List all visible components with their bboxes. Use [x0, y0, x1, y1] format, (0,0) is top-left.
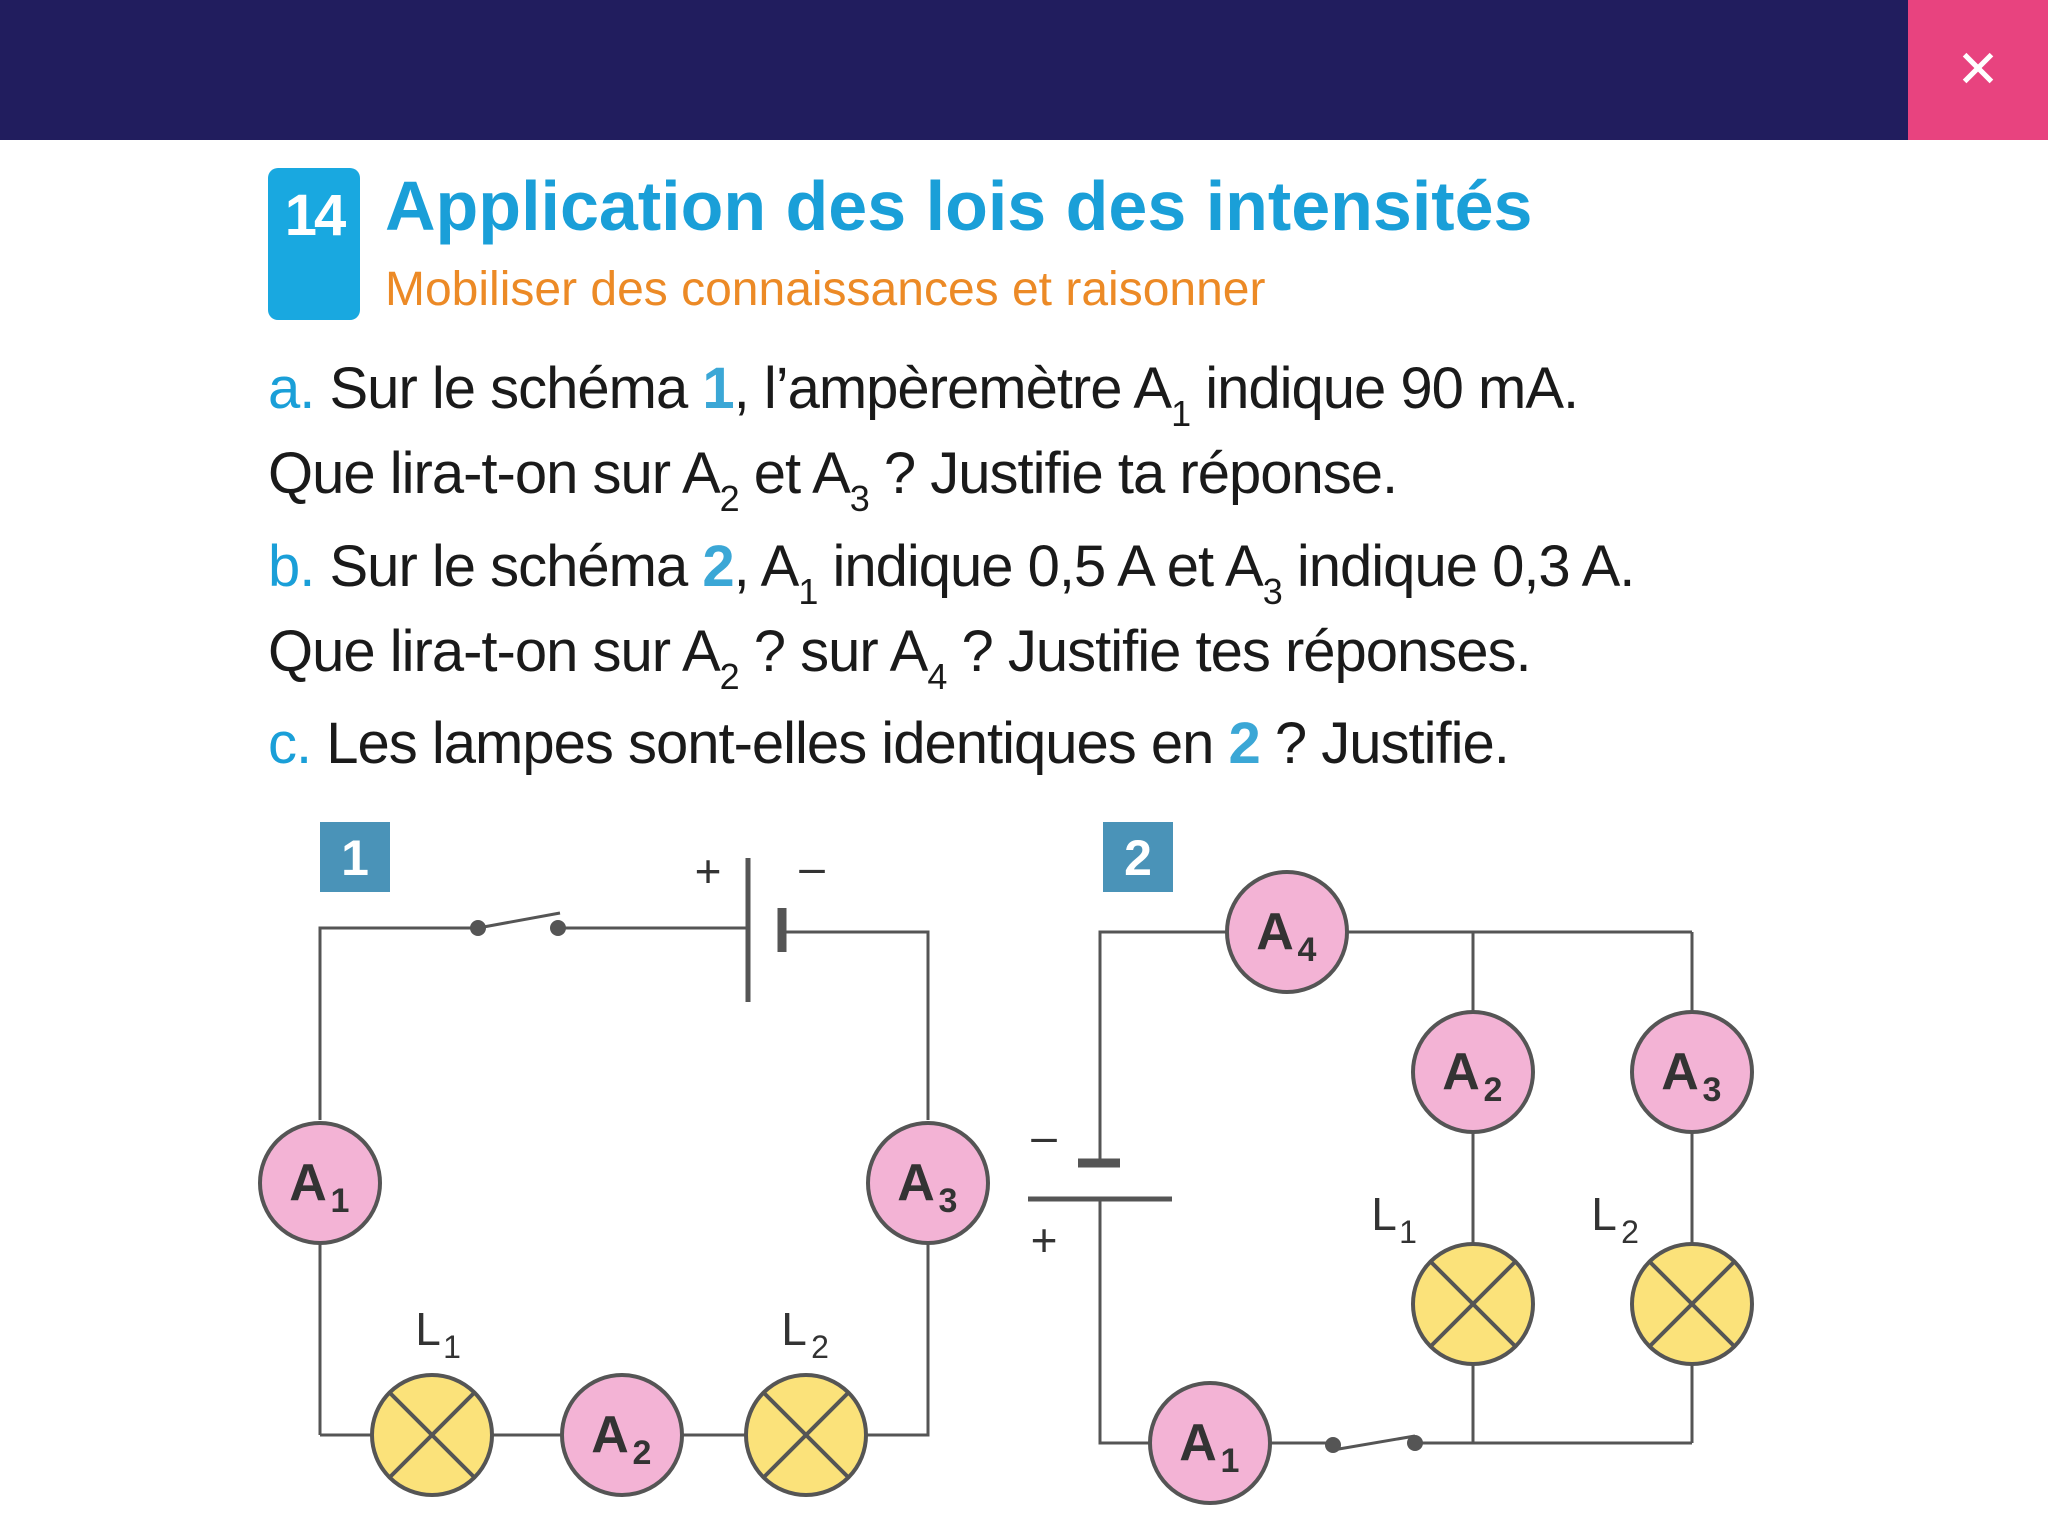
battery-minus-sign: – — [1031, 1110, 1057, 1162]
wire — [782, 932, 928, 1120]
question-text: , l’ampèremètre A — [733, 356, 1172, 421]
question-text: ? Justifie tes réponses. — [946, 619, 1531, 684]
question-a-line1 — [268, 355, 1579, 434]
diagram-ref: 2 — [1228, 711, 1260, 776]
question-text: et A — [738, 441, 850, 506]
svg-text:3: 3 — [1702, 1071, 1722, 1109]
svg-text:A: A — [1256, 903, 1294, 961]
svg-text:A: A — [591, 1406, 629, 1464]
question-letter-b: b. — [268, 534, 315, 599]
battery-plus-sign: + — [1030, 1214, 1058, 1266]
diagram-ref: 2 — [702, 534, 734, 599]
question-text: Sur le schéma — [329, 534, 703, 599]
question-c — [268, 710, 1509, 777]
question-text: , A — [733, 534, 799, 599]
svg-text:3: 3 — [938, 1182, 958, 1220]
wire — [1100, 932, 1227, 1163]
question-text: indique 90 mA. — [1190, 356, 1579, 421]
ammeter-icon — [1413, 1012, 1533, 1132]
switch-icon — [470, 913, 566, 936]
close-button[interactable] — [1908, 0, 2048, 140]
diagram-2 — [1028, 822, 1752, 1503]
question-letter-c: c. — [268, 711, 312, 776]
svg-text:2: 2 — [632, 1434, 652, 1472]
svg-text:A: A — [897, 1154, 935, 1212]
diagram-ref: 1 — [702, 356, 734, 421]
question-text: indique 0,5 A et A — [817, 534, 1263, 599]
ammeter-icon — [1150, 1383, 1270, 1503]
svg-text:1: 1 — [330, 1182, 350, 1220]
lamp-icon — [372, 1375, 492, 1495]
exercise-title: Application des lois des intensités — [385, 167, 1533, 245]
question-text: indique 0,3 A. — [1281, 534, 1635, 599]
question-text: Que lira-t-on sur A — [268, 441, 720, 506]
diagram-1 — [260, 822, 988, 1495]
battery-minus-sign: – — [799, 841, 825, 893]
exercise-number-badge — [268, 168, 360, 320]
question-a-line2 — [268, 440, 1398, 519]
question-text: ? Justifie. — [1259, 711, 1509, 776]
battery-icon — [1028, 1163, 1172, 1199]
svg-text:A: A — [1442, 1043, 1480, 1101]
lamp-label: L — [1371, 1188, 1397, 1240]
close-icon: ✕ — [1956, 41, 2000, 99]
subscript: 3 — [1262, 571, 1282, 612]
lamp-label-sub: 2 — [1621, 1214, 1639, 1250]
svg-text:A: A — [1179, 1414, 1217, 1472]
question-text: Les lampes sont-elles identiques en — [326, 711, 1229, 776]
svg-text:4: 4 — [1297, 931, 1317, 969]
question-text: Sur le schéma — [329, 356, 703, 421]
question-text: ? sur A — [738, 619, 928, 684]
question-text: ? Justifie ta réponse. — [868, 441, 1398, 506]
lamp-label-sub: 1 — [1399, 1214, 1417, 1250]
lamp-label: L — [415, 1303, 441, 1355]
ammeter-icon — [1227, 872, 1347, 992]
lamp-label: L — [781, 1303, 807, 1355]
ammeter-icon — [1632, 1012, 1752, 1132]
subscript: 2 — [719, 656, 739, 697]
subscript: 2 — [719, 478, 739, 519]
subscript: 1 — [798, 571, 818, 612]
question-letter-a: a. — [268, 356, 315, 421]
question-b-line2 — [268, 618, 1531, 697]
diagram-1-label: 1 — [341, 830, 369, 886]
wire — [865, 1244, 928, 1435]
top-bar — [0, 0, 2048, 140]
circuit-diagrams — [0, 800, 2048, 1536]
question-b-line1 — [268, 533, 1635, 612]
lamp-icon — [1632, 1244, 1752, 1364]
ammeter-icon — [260, 1123, 380, 1243]
ammeter-icon — [562, 1375, 682, 1495]
wire — [320, 928, 478, 1120]
switch-icon — [1325, 1435, 1423, 1453]
ammeter-icon — [868, 1123, 988, 1243]
battery-plus-sign: + — [694, 845, 722, 897]
lamp-label-sub: 1 — [443, 1329, 461, 1365]
lamp-icon — [1413, 1244, 1533, 1364]
lamp-label-sub: 2 — [811, 1329, 829, 1365]
svg-text:A: A — [1661, 1043, 1699, 1101]
svg-text:2: 2 — [1483, 1071, 1503, 1109]
subscript: 1 — [1171, 393, 1191, 434]
exercise-subtitle: Mobiliser des connaissances et raisonner — [385, 263, 1266, 316]
lamp-label: L — [1591, 1188, 1617, 1240]
exercise-number: 14 — [284, 183, 344, 248]
subscript: 3 — [849, 478, 869, 519]
subscript: 4 — [927, 656, 947, 697]
wire — [1100, 1199, 1150, 1443]
svg-text:A: A — [289, 1154, 327, 1212]
svg-text:1: 1 — [1220, 1442, 1240, 1480]
battery-icon — [748, 858, 782, 1002]
lamp-icon — [746, 1375, 866, 1495]
diagram-2-label: 2 — [1124, 830, 1152, 886]
question-text: Que lira-t-on sur A — [268, 619, 720, 684]
